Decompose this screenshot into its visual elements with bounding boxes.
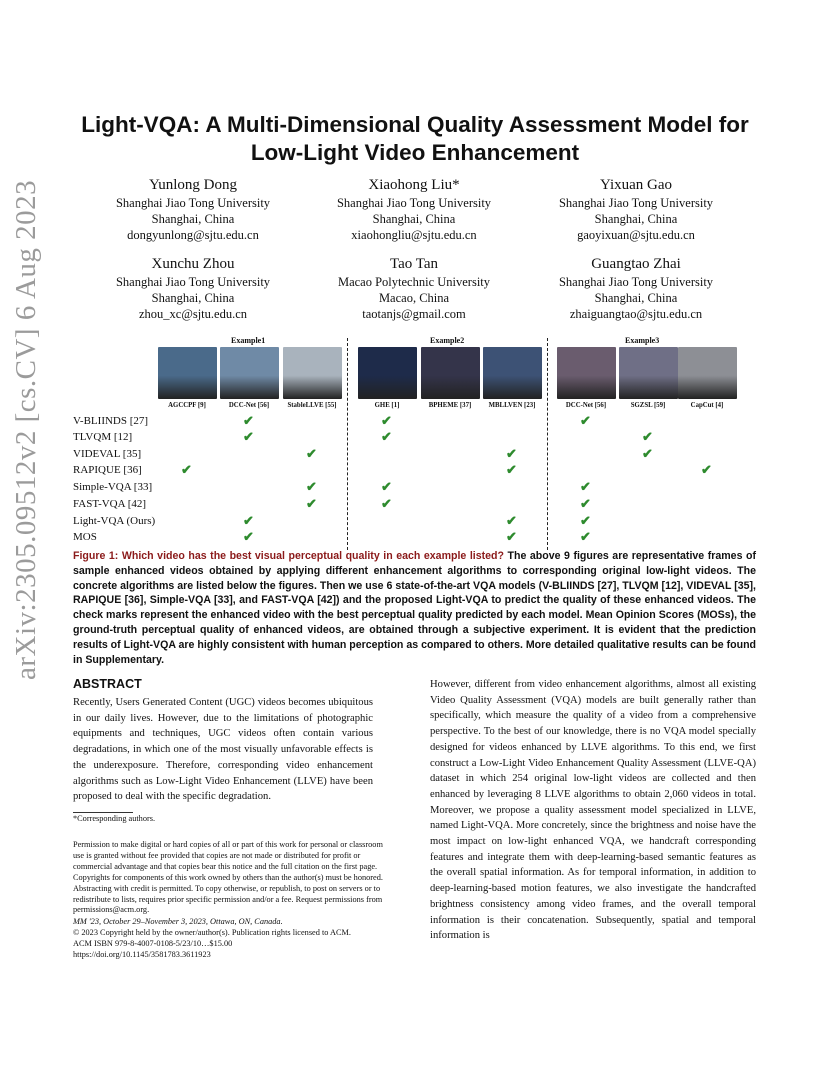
model-label: VIDEVAL [35] xyxy=(73,448,142,460)
method-label: GHE [1] xyxy=(374,402,400,409)
check-mark-icon: ✔ xyxy=(243,413,254,428)
figure-caption xyxy=(73,549,756,667)
author-email: gaoyixuan@sjtu.edu.cn xyxy=(577,228,695,242)
author-affiliation: Shanghai Jiao Tong University xyxy=(115,275,271,289)
example-label: Example2 xyxy=(430,336,465,345)
model-label: Light-VQA (Ours) xyxy=(73,515,156,527)
corresponding-footnote: *Corresponding authors. xyxy=(73,814,156,823)
author-affiliation: Shanghai Jiao Tong University xyxy=(336,196,492,210)
author-name: Tao Tan xyxy=(389,256,439,272)
example-label: Example1 xyxy=(231,336,266,345)
caption-text: The above 9 figures are representative frames of sample enhanced videos obtained by applying different enhancement algorithms to corresponding original low-light videos. The concrete algorithms are listed below the figures. Then we use 6 state-of-the-art VQA models (V-BLIINDS [27], TLVQM [12], VIDEVAL [35], RAPIQUE [36], Simple-VQA [33], and FAST-VQA [42]) and the proposed Light-VQA to predict the quality of these enhanced videos. The check marks represent the enhanced video with the best perceptual quality predicted by each model. Mean Opinion Scores (MOSs), the ground-truth perceptual quality of enhanced videos, are obtained through a subjective experiment. It is evident that the prediction results of Light-VQA are highly consistent with human perception as compared to others. More detailed qualitative results can be found in Supplementary. xyxy=(73,550,757,666)
author-block xyxy=(294,175,534,243)
check-mark-icon: ✔ xyxy=(580,513,591,528)
check-mark-icon: ✔ xyxy=(243,513,254,528)
author-location: Shanghai, China xyxy=(594,291,678,305)
check-mark-icon: ✔ xyxy=(642,429,653,444)
author-location: Shanghai, China xyxy=(372,212,456,226)
check-mark-icon: ✔ xyxy=(580,529,591,544)
model-label: V-BLIINDS [27] xyxy=(73,415,149,427)
check-mark-icon: ✔ xyxy=(506,513,517,528)
abstract-right-column: However, different from video enhancement algorithms, almost all existing Video Quality Assessment (VQA) models are built generally rather than specifically, which measure the quality of a video from a comprehensive perspective. To the best of our knowledge, there is no VQA model specially designed for videos enhanced by LLVE algorithms. To this end, we first construct a Low-Light Video Enhancement Quality Assessment (LLVE-QA) dataset in which 254 original low-light videos are collected and then enhanced by leveraging 8 LLVE algorithms to obtain 2,060 videos in total. Moreover, we propose a quality assessment model specialized in LLVE, named Light-VQA. More concretely, since the brightness and noise have the most impact on low-light enhanced VQA, we handcraft corresponding features and integrate them with deep-learning-based semantic features as the overall spatial information. As for temporal information, in addition to deep-learning-based motion features, we also investigate the handcrafted brightness consistency among video frames, and the overall temporal information is their concatenation. Subsequently, spatial and temporal information is xyxy=(430,679,756,942)
isbn-line: ACM ISBN 979-8-4007-0108-5/23/10…$15.00 xyxy=(73,939,233,948)
author-email: dongyunlong@sjtu.edu.cn xyxy=(127,228,259,242)
check-mark-icon: ✔ xyxy=(381,496,392,511)
enhanced-frame-thumbnail xyxy=(158,347,217,399)
check-mark-icon: ✔ xyxy=(642,446,653,461)
check-mark-icon: ✔ xyxy=(306,446,317,461)
method-label: SGZSL [59] xyxy=(630,402,666,409)
author-name: Xiaohong Liu* xyxy=(368,177,460,193)
check-mark-icon: ✔ xyxy=(306,496,317,511)
title-line-2: Low-Light Video Enhancement xyxy=(250,140,580,165)
author-affiliation: Macao Polytechnic University xyxy=(337,275,491,289)
copyright-line: © 2023 Copyright held by the owner/author(s). Publication rights licensed to ACM. xyxy=(73,928,351,937)
check-mark-icon: ✔ xyxy=(701,462,712,477)
enhanced-frame-thumbnail xyxy=(421,347,480,399)
author-name: Yunlong Dong xyxy=(149,177,237,193)
check-mark-icon: ✔ xyxy=(381,413,392,428)
model-label: FAST-VQA [42] xyxy=(73,498,147,510)
author-block xyxy=(73,254,313,322)
method-label: DCC-Net [56] xyxy=(228,402,270,409)
abstract-left-column: Recently, Users Generated Content (UGC) videos becomes ubiquitous in our daily lives. However, due to the limitations of photographic equipments and techniques, UGC videos often contain various degradations, in which one of the most visually unfavorable effects is the underexposure. Therefore, corresponding video enhancement algorithms such as Low-Light Video Enhancement (LLVE) have been proposed to deal with the specific degradation. xyxy=(73,697,373,803)
check-mark-icon: ✔ xyxy=(381,479,392,494)
arxiv-identifier: arXiv:2305.09512v2 [cs.CV] 6 Aug 2023 xyxy=(10,179,42,680)
check-mark-icon: ✔ xyxy=(580,413,591,428)
enhanced-frame-thumbnail xyxy=(619,347,678,399)
author-name: Guangtao Zhai xyxy=(591,256,681,272)
model-label: Simple-VQA [33] xyxy=(73,481,153,493)
model-label: MOS xyxy=(73,531,97,543)
author-block xyxy=(294,254,534,322)
doi-link[interactable]: https://doi.org/10.1145/3581783.3611923 xyxy=(73,950,211,959)
author-affiliation: Shanghai Jiao Tong University xyxy=(115,196,271,210)
method-label: MBLLVEN [23] xyxy=(488,402,536,409)
example-divider xyxy=(547,338,548,550)
abstract-heading: ABSTRACT xyxy=(73,677,142,691)
enhanced-frame-thumbnail xyxy=(678,347,737,399)
author-block xyxy=(516,254,756,322)
example-divider xyxy=(347,338,348,550)
method-label: AGCCPF [9] xyxy=(168,402,206,409)
check-mark-icon: ✔ xyxy=(243,429,254,444)
method-label: BPHEME [37] xyxy=(428,402,472,409)
author-email: zhou_xc@sjtu.edu.cn xyxy=(138,307,247,321)
check-mark-icon: ✔ xyxy=(243,529,254,544)
enhanced-frame-thumbnail xyxy=(557,347,616,399)
author-affiliation: Shanghai Jiao Tong University xyxy=(558,275,714,289)
author-email: xiaohongliu@sjtu.edu.cn xyxy=(351,228,477,242)
enhanced-frame-thumbnail xyxy=(220,347,279,399)
enhanced-frame-thumbnail xyxy=(358,347,417,399)
author-name: Xunchu Zhou xyxy=(151,256,235,272)
check-mark-icon: ✔ xyxy=(181,462,192,477)
paper-title xyxy=(70,111,760,167)
title-line-1: Light-VQA: A Multi-Dimensional Quality Assessment Model for xyxy=(81,112,749,137)
enhanced-frame-thumbnail xyxy=(283,347,342,399)
check-mark-icon: ✔ xyxy=(506,529,517,544)
author-location: Shanghai, China xyxy=(151,212,235,226)
check-mark-icon: ✔ xyxy=(306,479,317,494)
author-block xyxy=(516,175,756,243)
author-block xyxy=(73,175,313,243)
model-label: RAPIQUE [36] xyxy=(73,464,142,476)
enhanced-frame-thumbnail xyxy=(483,347,542,399)
check-mark-icon: ✔ xyxy=(381,429,392,444)
author-location: Shanghai, China xyxy=(151,291,235,305)
check-mark-icon: ✔ xyxy=(506,462,517,477)
model-label: TLVQM [12] xyxy=(73,431,133,443)
check-mark-icon: ✔ xyxy=(506,446,517,461)
method-label: CapCut [4] xyxy=(690,402,724,409)
permission-notice: Permission to make digital or hard copies of all or part of this work for personal or classroom use is granted without fee provided that copies are not made or distributed for profit or commercial advantage and that copies bear this notice and the full citation on the first page. Copyrights for components of this work owned by others than the author(s) must be honored. Abstracting with credit is permitted. To copy otherwise, or republish, to post on servers or to redistribute to lists, requires prior specific permission and/or a fee. Request permissions from permissions@acm.org. xyxy=(73,840,383,915)
author-location: Macao, China xyxy=(378,291,450,305)
method-label: DCC-Net [56] xyxy=(565,402,607,409)
author-location: Shanghai, China xyxy=(594,212,678,226)
author-email: zhaiguangtao@sjtu.edu.cn xyxy=(569,307,703,321)
check-mark-icon: ✔ xyxy=(580,479,591,494)
author-email: taotanjs@gmail.com xyxy=(362,307,466,321)
caption-lead: Figure 1: Which video has the best visual perceptual quality in each example listed? xyxy=(73,550,504,562)
author-affiliation: Shanghai Jiao Tong University xyxy=(558,196,714,210)
footnote-rule xyxy=(73,812,133,813)
method-label: StableLLVE [55] xyxy=(287,402,337,409)
check-mark-icon: ✔ xyxy=(580,496,591,511)
venue-line: MM '23, October 29–November 3, 2023, Ottawa, ON, Canada. xyxy=(73,917,283,926)
example-label: Example3 xyxy=(625,336,660,345)
author-name: Yixuan Gao xyxy=(599,177,673,193)
